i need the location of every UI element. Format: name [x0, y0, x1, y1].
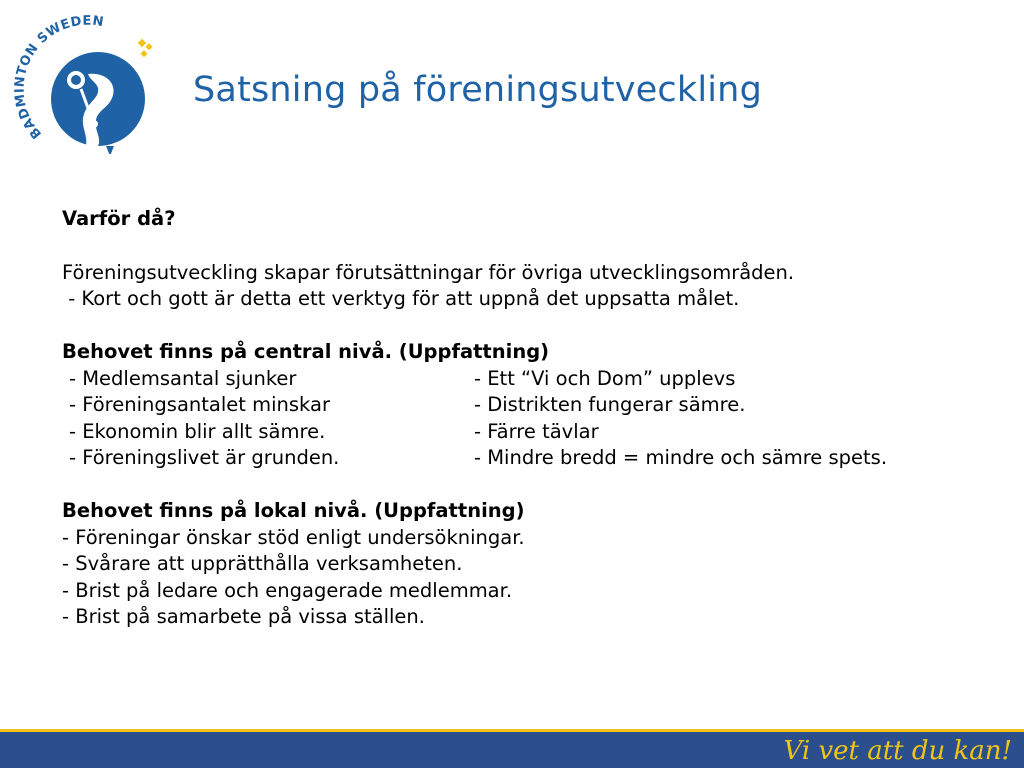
- slide-body: [62, 206, 1002, 631]
- section-local-heading: Behovet finns på lokal nivå. (Uppfattning): [62, 499, 525, 522]
- section-why-line: Föreningsutveckling skapar förutsättningar för övriga utvecklingsområden.: [62, 260, 795, 284]
- central-left-item: - Föreningslivet är grunden.: [69, 446, 340, 469]
- central-row: [62, 392, 1002, 419]
- central-left-item: - Ekonomin blir allt sämre.: [69, 419, 326, 443]
- section-why-heading: Varför då?: [62, 207, 176, 230]
- local-item: - Föreningar önskar stöd enligt undersökningar.: [62, 525, 525, 549]
- section-central-heading: Behovet finns på central nivå. (Uppfattning): [62, 340, 550, 363]
- central-left-item: - Föreningsantalet minskar: [69, 393, 330, 416]
- central-right-item: - Mindre bredd = mindre och sämre spets.: [474, 446, 888, 469]
- section-why-line: - Kort och gott är detta ett verktyg för att uppnå det uppsatta målet.: [62, 287, 740, 310]
- central-row: [62, 445, 1002, 472]
- central-row: [62, 366, 1002, 393]
- central-row: [62, 419, 1002, 446]
- svg-text:BADMINTON SWEDEN: BADMINTON SWEDEN: [14, 14, 105, 142]
- badminton-sweden-logo: [14, 14, 164, 154]
- slide-title: Satsning på föreningsutveckling: [193, 70, 762, 110]
- footer-slogan: Vi vet att du kan!: [783, 736, 1012, 766]
- central-left-item: - Medlemsantal sjunker: [69, 366, 297, 390]
- logo-graphic: [14, 14, 164, 154]
- central-right-item: - Färre tävlar: [474, 419, 599, 443]
- central-right-item: - Ett “Vi och Dom” upplevs: [474, 366, 736, 390]
- central-right-item: - Distrikten fungerar sämre.: [474, 393, 746, 416]
- local-item: - Brist på ledare och engagerade medlemmar.: [62, 578, 513, 602]
- local-item: - Svårare att upprätthålla verksamheten.: [62, 552, 463, 575]
- local-item: - Brist på samarbete på vissa ställen.: [62, 605, 425, 628]
